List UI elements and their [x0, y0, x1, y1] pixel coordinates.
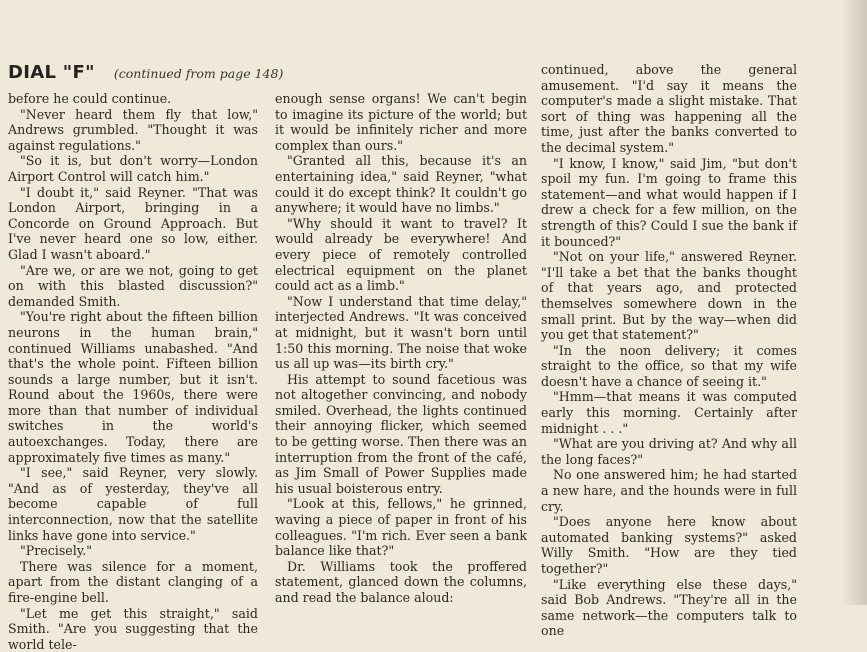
paragraph: "Never heard them fly that low," Andrews grumbled. "Thought it was against regulations.": [8, 106, 258, 153]
paragraph: continued, above the general amusement. "I'd say it means the computer's made a slight mistake. That sort of thing was happening all the time, just after the banks converted to the decimal system.": [541, 62, 797, 155]
paragraph: "Are we, or are we not, going to get on with this blasted discussion?" demanded Smith.: [8, 262, 258, 309]
paragraph: enough sense organs! We can't begin to imagine its picture of the world; but it would be infinitely richer and more complex than ours.": [275, 91, 527, 153]
paragraph: "In the noon delivery; it comes straight to the office, so that my wife doesn't have a chance of seeing it.": [541, 342, 797, 389]
paragraph: "I know, I know," said Jim, "but don't spoil my fun. I'm going to frame this statement—and what would happen if I drew a check for a few million, on the strength of this? Could I sue the bank if it bounced?": [541, 155, 797, 249]
paragraph: "I see," said Reyner, very slowly. "And as of yesterday, they've all become capable of full interconnection, now that the satellite links have gone into service.": [8, 465, 258, 543]
text-column-1: [8, 91, 258, 652]
paragraph: "Precisely.": [20, 543, 93, 559]
paragraph: No one answered him; he had started a new hare, and the hounds were in full cry.: [541, 467, 797, 514]
paragraph: "Hmm—that means it was computed early this morning. Certainly after midnight . . .": [541, 389, 797, 436]
paragraph: "Why should it want to travel? It would already be everywhere! And every piece of remotely controlled electrical equipment on the planet could act as a limb.": [275, 215, 527, 294]
continued-note: (continued from page 148): [113, 66, 284, 81]
paragraph: His attempt to sound facetious was not altogether convincing, and nobody smiled. Overhead, the lights continued their annoying flicker, which seemed to be getting worse. Then there was an interruption from the front of the café, as Jim Small of Power Supplies made his usual boisterous entry.: [275, 371, 527, 496]
paragraph: "You're right about the fifteen billion neurons in the human brain," continued Williams unabashed. "And that's the whole point. Fifteen billion sounds a large number, but it isn't. Round about the 1960s, there were more than that number of individual switches in the world's autoexchanges. Today, there are approximately five times as many.": [8, 309, 258, 465]
paragraph: "I doubt it," said Reyner. "That was London Airport, bringing in a Concorde on Ground Approach. But I've never heard one so low, either. Glad I wasn't aboard.": [8, 184, 258, 262]
paragraph: before he could continue.: [8, 91, 172, 106]
paragraph: "Let me get this straight," said Smith. "Are you suggesting that the world tele-: [8, 605, 258, 652]
paragraph: "Granted all this, because it's an entertaining idea," said Reyner, "what could it do except think? It couldn't go anywhere; it would have no limbs.": [275, 153, 527, 216]
text-column-2: [275, 91, 527, 605]
paragraph: "Does anyone here know about automated banking systems?" asked Willy Smith. "How are they tied together?": [541, 514, 797, 576]
paragraph: There was silence for a moment, apart from the distant clanging of a fire-engine bell.: [8, 558, 258, 605]
page-gutter-shadow: [841, 0, 867, 605]
paragraph: "What are you driving at? And why all the long faces?": [541, 436, 797, 467]
paragraph: "Like everything else these days," said Bob Andrews. "They're all in the same network—the computers talk to one: [541, 576, 797, 639]
text-column-3: [541, 62, 797, 639]
story-title: DIAL "F": [8, 62, 95, 83]
story-heading: [8, 62, 283, 83]
paragraph: "So it is, but don't worry—London Airport Control will catch him.": [8, 153, 258, 184]
paragraph: Dr. Williams took the proffered statement, glanced down the columns, and read the balance aloud:: [275, 558, 527, 605]
paragraph: "Now I understand that time delay," interjected Andrews. "It was conceived at midnight, but it wasn't born until 1:50 this morning. The noise that woke us all up was—its birth cry.": [275, 293, 527, 372]
paragraph: "Look at this, fellows," he grinned, waving a piece of paper in front of his colleagues. "I'm rich. Ever seen a bank balance like that?": [275, 496, 527, 559]
paragraph: "Not on your life," answered Reyner. "I'll take a bet that the banks thought of that years ago, and protected themselves somewhere down in the small print. But by the way—when did you get that statement?": [541, 249, 797, 343]
